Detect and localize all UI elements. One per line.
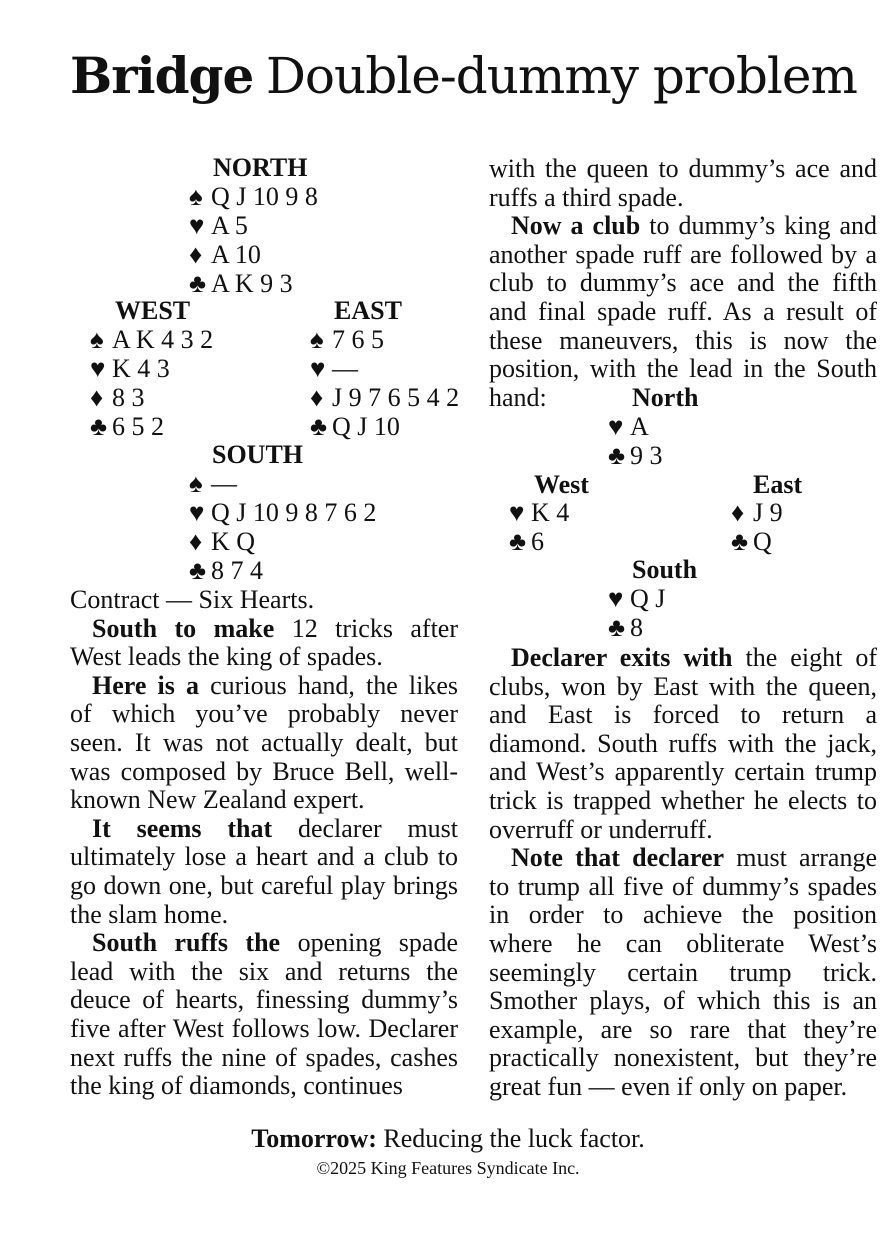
paragraph: Note that declarer must arrange to trump all five of dummy’s spades in order to achieve the position where he can obliterate West’s seemingly certain trump trick. Smother plays, of which this is an example, are so rare that they’re practically nonexistent, but they’re great fun — even if only on paper. (489, 843, 877, 1101)
north-label: NORTH (213, 153, 308, 182)
pos-south-hearts: ♥ Q J (608, 584, 666, 613)
paragraph: South to make 12 tricks after West leads the king of spades. (70, 613, 459, 672)
pos-east-clubs: ♣ Q (731, 527, 772, 556)
title-subtitle: Double-dummy problem (265, 47, 857, 105)
west-clubs: ♣ 6 5 2 (90, 412, 164, 441)
east-clubs: ♣ Q J 10 (310, 412, 400, 441)
club-icon: ♣ (731, 527, 749, 556)
diamond-icon: ♦ (90, 383, 104, 412)
north-hearts: ♥ A 5 (189, 211, 248, 240)
diamond-icon: ♦ (731, 498, 745, 527)
club-icon: ♣ (509, 527, 527, 556)
title-brand: Bridge (70, 46, 254, 105)
heart-icon: ♥ (608, 584, 624, 613)
club-icon: ♣ (608, 441, 626, 470)
west-hearts: ♥ K 4 3 (90, 354, 170, 383)
right-column-top (489, 155, 877, 412)
club-icon: ♣ (310, 412, 328, 441)
north-spades: ♠ Q J 10 9 8 (189, 182, 318, 211)
heart-icon: ♥ (189, 498, 205, 527)
pos-west-clubs: ♣ 6 (509, 527, 544, 556)
pos-west-hearts: ♥ K 4 (509, 498, 570, 527)
spade-icon: ♠ (189, 182, 203, 211)
paragraph-continued: with the queen to dummy’s ace and ruffs a third spade. (489, 154, 877, 212)
south-clubs: ♣ 8 7 4 (189, 556, 263, 585)
copyright: ©2025 King Features Syndicate Inc. (316, 1158, 580, 1178)
paragraph: Here is a curious hand, the likes of which you’ve probably never seen. It was not actually dealt, but was composed by Bruce Bell, well-known New Zealand expert. (70, 670, 459, 815)
paragraph: South ruffs the opening spade lead with the six and returns the deuce of hearts, finessing dummy’s five after West follows low. Declarer next ruffs the nine of spades, cashes the king of diamonds, continues (70, 928, 458, 1101)
south-hearts: ♥ Q J 10 9 8 7 6 2 (189, 498, 377, 527)
heart-icon: ♥ (509, 498, 525, 527)
diamond-icon: ♦ (189, 240, 203, 269)
pos-north-hearts: ♥ A (608, 412, 649, 441)
diamond-icon: ♦ (310, 383, 324, 412)
pos-north-clubs: ♣ 9 3 (608, 441, 663, 470)
left-column (70, 586, 458, 1101)
diamond-icon: ♦ (189, 527, 203, 556)
pos-east-label: East (753, 470, 803, 499)
paragraph: Declarer exits with the eight of clubs, won by East with the queen, and East is forced to return a diamond. South ruffs with the jack, and West’s apparently certain trump trick is trapped whether he elects to overruff or underruff. (489, 643, 877, 844)
paragraph: It seems that declarer must ultimately lose a heart and a club to go down one, but careful play brings the slam home. (70, 813, 459, 929)
east-label: EAST (334, 296, 402, 325)
tomorrow-line: Tomorrow: Reducing the luck factor. (251, 1124, 645, 1153)
pos-west-label: West (534, 470, 589, 499)
west-spades: ♠ A K 4 3 2 (90, 325, 214, 354)
club-icon: ♣ (90, 412, 108, 441)
heart-icon: ♥ (90, 354, 106, 383)
paragraph: Now a club to dummy’s king and another spade ruff are followed by a club to dummy’s ace and the fifth and final spade ruff. As a result of these maneuvers, this is now the position, with the lead in the South hand: (489, 211, 877, 412)
club-icon: ♣ (608, 613, 626, 642)
north-clubs: ♣ A K 9 3 (189, 269, 293, 298)
south-label: SOUTH (212, 440, 304, 469)
spade-icon: ♠ (90, 325, 104, 354)
west-label: WEST (115, 296, 191, 325)
pos-south-label: South (632, 555, 698, 584)
club-icon: ♣ (189, 556, 207, 585)
heart-icon: ♥ (189, 211, 205, 240)
pos-south-clubs: ♣ 8 (608, 613, 643, 642)
south-spades: ♠ — (189, 469, 237, 498)
east-hearts: ♥ — (310, 354, 358, 383)
page-title (70, 46, 857, 106)
right-column-bottom (489, 644, 877, 1102)
east-diamonds: ♦ J 9 7 6 5 4 2 (310, 383, 460, 412)
heart-icon: ♥ (608, 412, 624, 441)
pos-north-label: North (632, 383, 699, 412)
west-diamonds: ♦ 8 3 (90, 383, 145, 412)
contract-line: Contract — Six Hearts. (70, 585, 315, 614)
spade-icon: ♠ (310, 325, 324, 354)
pos-east-diamonds: ♦ J 9 (731, 498, 783, 527)
spade-icon: ♠ (189, 469, 203, 498)
heart-icon: ♥ (310, 354, 326, 383)
south-diamonds: ♦ K Q (189, 527, 256, 556)
north-diamonds: ♦ A 10 (189, 240, 261, 269)
club-icon: ♣ (189, 269, 207, 298)
east-spades: ♠ 7 6 5 (310, 325, 384, 354)
